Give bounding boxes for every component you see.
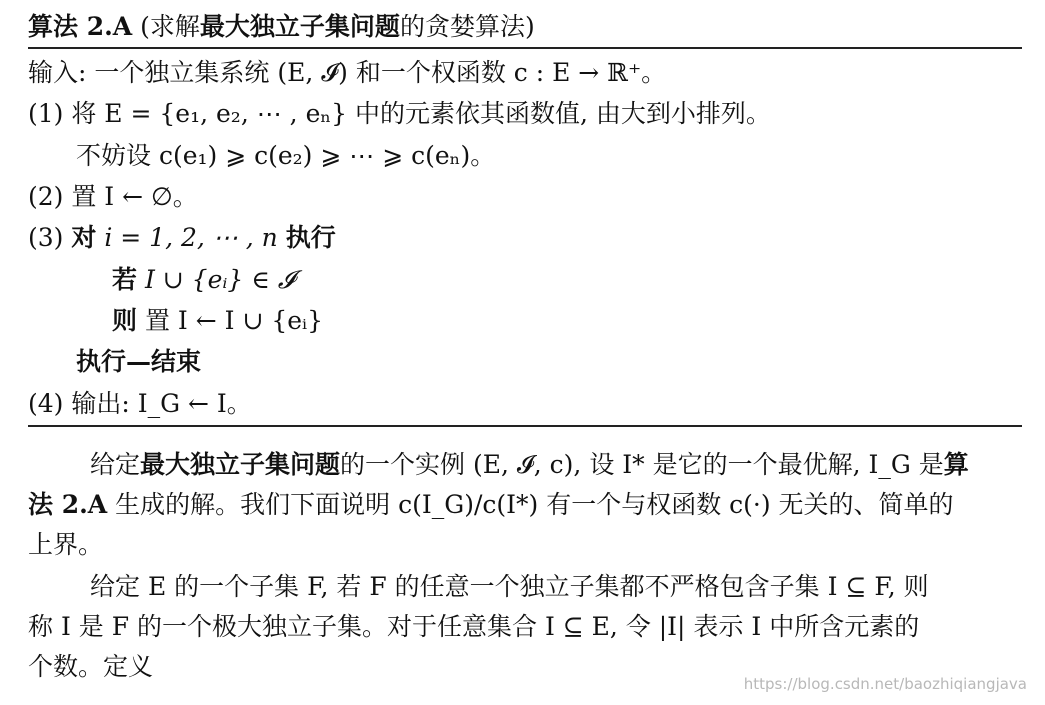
paragraph-2-line-2: 称 I 是 F 的一个极大独立子集。对于任意集合 I ⊆ E, 令 |I| 表示 I 中所含元素的	[28, 612, 920, 641]
p1-text-a: 给定	[90, 450, 141, 479]
if-line	[112, 265, 295, 295]
step-4: (4) 输出: I_G ← I。	[28, 389, 252, 418]
title-suffix: 的贪婪算法)	[399, 12, 535, 41]
input-line: 输入: 一个独立集系统 (E, 𝓘) 和一个权函数 c : E → ℝ⁺。	[28, 58, 667, 87]
step-2: (2) 置 I ← ∅。	[28, 182, 198, 211]
then-line	[112, 306, 323, 336]
keyword-then: 则	[112, 306, 138, 335]
algorithm-title	[28, 12, 535, 42]
title-prefix: (求解	[140, 12, 200, 41]
keyword-do: 执行	[285, 223, 336, 252]
paragraph-1-line-3: 上界。	[28, 530, 104, 559]
problem-name: 最大独立子集问题	[199, 12, 400, 41]
keyword-end-do: 执行—结束	[76, 347, 202, 376]
loop-end	[76, 347, 201, 377]
p1-bold-algo-num: 法 2.A	[28, 490, 108, 519]
loop-range: i = 1, 2, ⋯ , n	[104, 223, 278, 252]
p1-text-b: 的一个实例 (E, 𝓘, c), 设 I* 是它的一个最优解, I_G 是	[340, 450, 944, 479]
then-body: 置 I ← I ∪ {eᵢ}	[144, 306, 323, 335]
step-3	[28, 223, 336, 253]
top-rule	[28, 47, 1022, 49]
paragraph-2-line-3: 个数。定义	[28, 652, 154, 681]
p1-text-c: 生成的解。我们下面说明 c(I_G)/c(I*) 有一个与权函数 c(·) 无关的、简单的	[115, 490, 954, 519]
algorithm-number: 算法 2.A	[28, 12, 133, 41]
paragraph-2-line-1: 给定 E 的一个子集 F, 若 F 的任意一个独立子集都不严格包含子集 I ⊆ F, 则	[90, 572, 929, 601]
step-1: (1) 将 E = {e₁, e₂, ⋯ , eₙ} 中的元素依其函数值, 由大到小排列。	[28, 99, 771, 128]
keyword-if: 若	[112, 265, 138, 294]
watermark: https://blog.csdn.net/baozhiqiangjava	[743, 675, 1027, 693]
step-1-assumption: 不妨设 c(e₁) ⩾ c(e₂) ⩾ ⋯ ⩾ c(eₙ)。	[76, 141, 496, 170]
step-3-number: (3)	[28, 223, 64, 252]
paragraph-1-line-2	[28, 490, 954, 520]
keyword-for: 对	[71, 223, 97, 252]
bottom-rule	[28, 425, 1022, 427]
p1-bold-algo: 算	[943, 450, 969, 479]
paragraph-1-line-1	[90, 450, 969, 480]
if-condition: I ∪ {eᵢ} ∈ 𝓘	[144, 265, 295, 294]
p1-bold-problem: 最大独立子集问题	[140, 450, 341, 479]
